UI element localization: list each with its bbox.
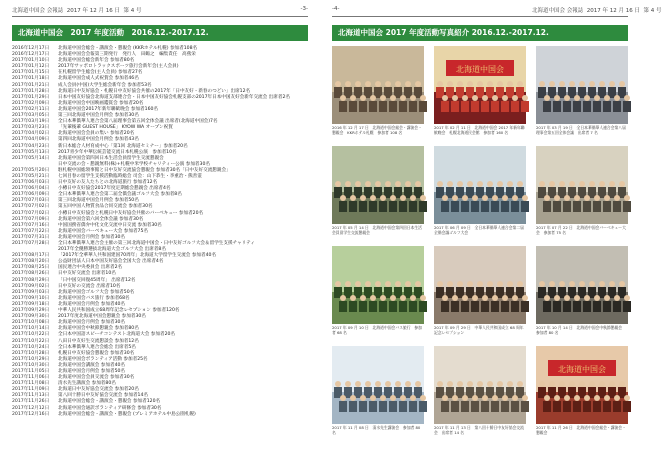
activity-text: 第四回北海道中国会月例会 参加者43名 [58,137,139,143]
activity-date: 2017年11月13日 [12,393,50,399]
photo-card [332,146,424,240]
page-number: -3- [300,6,308,12]
activity-date: 2017年09月02日 [12,283,50,289]
activity-date: 2017年10月22日 [12,338,50,344]
group-photo [536,46,628,124]
page-number: -4- [332,6,340,12]
activity-text: 北海道中国会総会・講演会・懇親会 (プレミアホテル中島公園札幌) [58,411,196,417]
photo-card [332,46,424,140]
activity-text: 北海道中国会総会・講演会・懇親会 参加者120名 [58,399,161,405]
header-date: 2017 年 12 月 16 日 [586,8,640,14]
photo-caption: 2017 年 11 月 08 日 清水先生講演会 参加者 80 名 [332,425,421,435]
activity-date: 2017年08月20日 [12,259,50,265]
group-photo [434,146,526,224]
activity-text: 八田日中友好生交流懇談会 参加者12名 [58,338,139,344]
activity-date: 2017年04月23日 [12,143,50,149]
activity-text: 中国国務省僑弁中化文化交流中日交流 参加者30名 [58,222,162,228]
activity-list [12,46,312,418]
activity-text: 中華人民共和国成立68周年記念レセプション 参加者120名 [58,308,180,314]
activity-date: 2017年08月25日 [12,265,50,271]
photo-card [434,246,526,340]
activity-text: 日中友好の交流会 出席者10名 [58,283,121,289]
activity-date: 2017年07月03日 [12,198,50,204]
activity-date: 2017年10月29日 [12,356,50,362]
activity-date: 2017年06月09日 [12,192,50,198]
activity-date: 2017年10月28日 [12,350,50,356]
activity-text: 北海道日中友好協会交流会 参加者20名 [58,387,139,393]
activity-text: 北海道中国会2017年新年聯歓晚会 参加者160名 [58,106,159,112]
activity-text: 北海道中国会総会新年会 参加者80名 [58,58,135,64]
activity-text: 北海道中国会会員交流会 参加者30名 [58,375,135,381]
page-header [12,6,308,17]
activity-text: 北海道中国会中秋節懇親会 参加者80名 [58,326,139,332]
activity-date: 2017年01月28日 [12,88,50,94]
section-title: 北海道中国会 2017 年度活動 2016.12.-2017.12. [12,25,308,41]
activity-date: 2017年09月10日 [12,295,50,301]
activity-text: 全日本華僑華人連合会総会 出席者5名 [58,344,136,350]
header-issue: 第 4 号 [123,8,142,14]
section-title: 北海道中国会 2017 年度活動写真紹介 2016.12.-2017.12. [332,25,628,41]
activity-text: 日中交流の会・懇親無料(株)+札幌中米学校チャリティー公演 参加者30名 [58,161,210,167]
activity-text: 北海道中国会会員の集い 参加者20名 [58,131,135,137]
photo-card [434,46,526,140]
activity-date: 2017年11月08日 [12,381,50,387]
activity-date: 2016年12月17日 [12,52,50,58]
activity-text: 「先輩後輩 GUEST HOUSE」 KYOW WA オープン祝賀 [58,125,173,131]
activity-date: 2017年03月19日 [12,119,50,125]
activity-text: 小樽日中友好協会2017年度定期総会懇親会 出席者4名 [58,186,171,192]
header-org: 北海道中国会 会報誌 [12,8,64,14]
activity-text: 北海道中国会中国映画鑑賞会 参加者20名 [58,100,144,106]
activity-date: 2017年04月09日 [12,137,50,143]
group-photo [434,46,526,124]
activity-date: 2017年12月16日 [12,411,50,417]
activity-text: 2017青少年中華伝統芸能交流日本札幌公演 参加者10名 [58,149,177,155]
photo-caption: 2017 年 10 月 14 日 北海道中国会中秋節懇親会 参加者 80 名 [536,325,626,335]
group-photo [332,246,424,324]
activity-date: 2017年07月31日 [12,234,50,240]
activity-date: 2017年01月21日 [12,82,50,88]
header-issue: 第 4 号 [643,8,662,14]
activity-text: 公益財団法人日本中国友好協会全国大会 出席者4名 [58,259,164,265]
photo-caption: 2017 年 05 月 14 日 北海道中国会第四回日本生活会員留学生交流懇親会 [332,225,422,235]
photo-caption: 2016 年 12 月 17 日 北海道中国会総会・講演会・懇親会 KKRホテル札幌 参加者 108 名 [332,125,422,135]
activity-text: 2017年度北海道中国会懇親会 参加者30名 [58,314,146,320]
photo-card [434,346,526,440]
activity-text: 札幌日中友好協会懇親会 参加者30名 [58,350,135,356]
photo-caption: 2017 年 02 月 11 日 北海道中国会 2017 年新年聯歓晚会 札幌北海道民会館 参加者 160 名 [434,125,525,135]
activity-text: 日中友好の友人たちとの北海道旅行 参加者12名 [58,180,158,186]
activity-text: 日本中国友好協会北海道支部連合会・日本中国友好協会札幌支部の2017年日本中国友好会新年交流会 出席者2名 [58,94,290,100]
activity-date: 2017年05月20日 [12,167,50,173]
activity-date: 2017年10月08日 [12,320,50,326]
activity-text: 北海道日中友好協会・札幌日中友好協会共催の2017年「日中友好・新春のつどい」出席12名 [58,88,251,94]
activity-date: 2017年08月17日 [12,253,50,259]
photo-caption: 2017 年 09 月 10 日 北海道中国会バス旅行 参加者 68 名 [332,325,422,335]
activity-text: 在札幌留学生総会(主人会員) 参加者27名 [58,70,143,76]
activity-text: 北海道中国会第四回日本生活会員留学生交流懇親会 [58,155,164,161]
activity-text: 北海道中国会会報第三期発行 発行人 田鶴之 編集責任 高燕栄 [58,52,196,58]
photo-card [536,46,628,140]
activity-text: 北海道中国会月例会 参加者50名 [58,368,126,374]
photo-card [536,346,628,440]
activity-text: 2017年サッポロトラックスポーツ旅行会新年会(主人会員) [58,64,179,70]
activity-date: 2017年01月29日 [12,94,50,100]
activity-text: 北海道中国会総会・講演会・懇親会 (KKRホテル札幌) 参加者108名 [58,46,198,51]
group-photo [536,346,628,424]
svg-text:北海道中国会: 北海道中国会 [456,65,504,74]
activity-text: 「日中国交回復45周年」 出席者12名 [58,277,136,283]
activity-date: 2017年07月28日 [12,241,50,246]
activity-date: 2017年08月26日 [12,271,50,277]
activity-date: 2017年06月03日 [12,180,50,186]
activity-date: 2017年11月05日 [12,368,50,374]
activity-text: 2017年全優勝選抜北海道大会ゴルフ大会 出席者8名 [58,247,166,253]
header-date: 2017 年 12 月 16 日 [66,8,120,14]
activity-text: 新日本総合人材育成中心「第1回 北海道セミナー」参加者20名 [58,143,188,149]
activity-date: 2017年07月16日 [12,222,50,228]
activity-text: 七回目春の留学生支援活動臨時総会 司会：山下恭生・李重治・熊善霊 [58,173,202,179]
page-header [332,6,662,17]
activity-date: 2017年09月29日 [12,308,50,314]
group-photo [434,246,526,324]
activity-text: 北海道中国会バス旅行 参加者68名 [58,295,130,301]
photo-caption: 2017 年 09 月 29 日 中華人民共和国成立 68 周年記念レセプション [434,325,524,335]
activity-date: 2017年01月10日 [12,58,50,64]
activity-text: 国民連合中央委員会 出席者2名 [58,265,123,271]
activity-text: 小樽日中友好協会と札幌日中友好協会共催のバーベキュー 参加者20名 [58,210,204,216]
activity-date: 2017年10月14日 [12,326,50,332]
header-org: 北海道中国会 会報誌 [532,8,584,14]
activity-date: 2017年05月13日 [12,149,50,155]
photo-caption: 2017 年 11 月 13 日 第八回十勝日中友好協会交流会 出席者 14 名 [434,425,524,435]
activity-date: 2017年01月12日 [12,64,50,70]
activity-text: 北海道中国会ボランティア活動 参加者25名 [58,356,148,362]
activity-text: 北海道中国会月例会 参加者30名 [58,234,126,240]
activity-text: 北海道中国会月例会 参加者30名 [58,320,126,326]
group-photo [332,46,424,124]
group-photo [332,146,424,224]
activity-date: 2017年03月05日 [12,113,50,119]
activity-date: 2017年11月06日 [12,375,50,381]
activity-date: 2017年09月03日 [12,289,50,295]
activity-date: 2017年10月24日 [12,344,50,350]
photo-card [332,346,424,440]
right-page [320,0,662,452]
activity-date: 2017年06月04日 [12,186,50,192]
svg-text:北海道中国会: 北海道中国会 [558,365,606,374]
activity-text: 全日本華僑華人連合会第八届理事会第五回全体会議 出席者(北海道中国会)7名 [58,119,218,125]
photo-card [536,146,628,240]
left-page [0,0,321,452]
activity-date: 2017年07月22日 [12,228,50,234]
activity-text: 全日本華僑華人連合会主催の第三回北海道中国会・日中友好ゴルフ大会＆留学生支援チャリティ [58,241,255,246]
activity-date: 2017年07月09日 [12,216,50,222]
activity-date: 2017年09月30日 [12,314,50,320]
activity-date: 2017年12月12日 [12,405,50,411]
activity-text: 駐札幌中国総領事館と日中友好交流協会懇親会 参加者30名「日中友好交流懇親会」 [58,167,231,173]
activity-text: 「2017年全華華人共和国建国70周年」北海道大学留学生交流会 参加者40名 [58,253,217,259]
activity-date: 2017年03月23日 [12,125,50,131]
activity-date: 2017年10月30日 [12,362,50,368]
photo-card [536,246,628,340]
group-photo [536,246,628,324]
activity-date: 2017年02月09日 [12,100,50,106]
photo-caption: 2017 年 06 月 09 日 全日本華僑華人連合会第二届全僑会議ゴルフ大会 [434,225,524,235]
activity-date: 2017年10月22日 [12,332,50,338]
activity-date: 2017年08月29日 [12,277,50,283]
activity-date: 2016年12月17日 [12,46,50,51]
photo-caption: 2017 年 07 月 22 日 北海道中国会バーベキュー大会 参加者 75 名 [536,225,626,235]
activity-date: 2017年01月18日 [12,76,50,82]
group-photo [434,346,526,424]
photo-caption: 2017 年 11 月 26 日 北海道中国会総会・講演会・懇親会 [536,425,626,435]
activity-text: 北海道中国会バーベキュー大会 参加者75名 [58,228,148,234]
activity-date: 2017年01月15日 [12,70,50,76]
activity-text: 全日本中国語スピーチコンテスト北海道大会 参加者20名 [58,332,176,338]
activity-date: 2017年11月09日 [12,387,50,393]
activity-text: 北海道中国会第六回全体会議 参加者30名 [58,216,144,222]
activity-date: 2017年02月11日 [12,106,50,112]
activity-row [12,412,312,418]
activity-text: 清水先生講演会 参加者80名 [58,381,116,387]
activity-text: 北海道中国会月例会 参加者40名 [58,301,126,307]
group-photo [536,146,628,224]
photo-caption: 2017 年 03 月 19 日 全日本華僑華人連合会第八届理事会第五回全体会議 出席者 7 名 [536,125,626,135]
activity-text: 北海道中国会ゴルフ大会 参加者50名 [58,289,135,295]
activity-text: 北海道中国会講演会 参加者40名 [58,362,126,368]
activity-text: 第五回中国人物質食品合同交流会 参加者30名 [58,204,153,210]
activity-date: 2017年05月14日 [12,155,50,161]
activity-text: 第三回北海道中国会月例会 参加者50名 [58,198,139,204]
photo-card [332,246,424,340]
photo-card [434,146,526,240]
activity-date: 2017年05月21日 [12,173,50,179]
group-photo [332,346,424,424]
activity-text: 北海道中国会成人式祝賀会 参加者46名 [58,76,139,82]
activity-text: 第八回十勝日中友好協会交流会 参加者14名 [58,393,148,399]
activity-text: 成人会員(中国)大学生総会新年会 参加者53名 [58,82,152,88]
activity-date: 2017年07月02日 [12,204,50,210]
activity-date: 2017年04月02日 [12,131,50,137]
activity-text: 北海道中国会通訳ボランティア研修会 参加者30名 [58,405,162,411]
activity-date: 2017年09月18日 [12,301,50,307]
activity-text: 第三回北海道中国会月例会 参加者30名 [58,113,139,119]
activity-date: 2017年07月02日 [12,210,50,216]
activity-text: 全日本華僑華人連合会第二届全僑会議ゴルフ大会 参加者8名 [58,192,182,198]
activity-text: 日中友好交流会 出席者10名 [58,271,116,277]
activity-date: 2017年11月26日 [12,399,50,405]
